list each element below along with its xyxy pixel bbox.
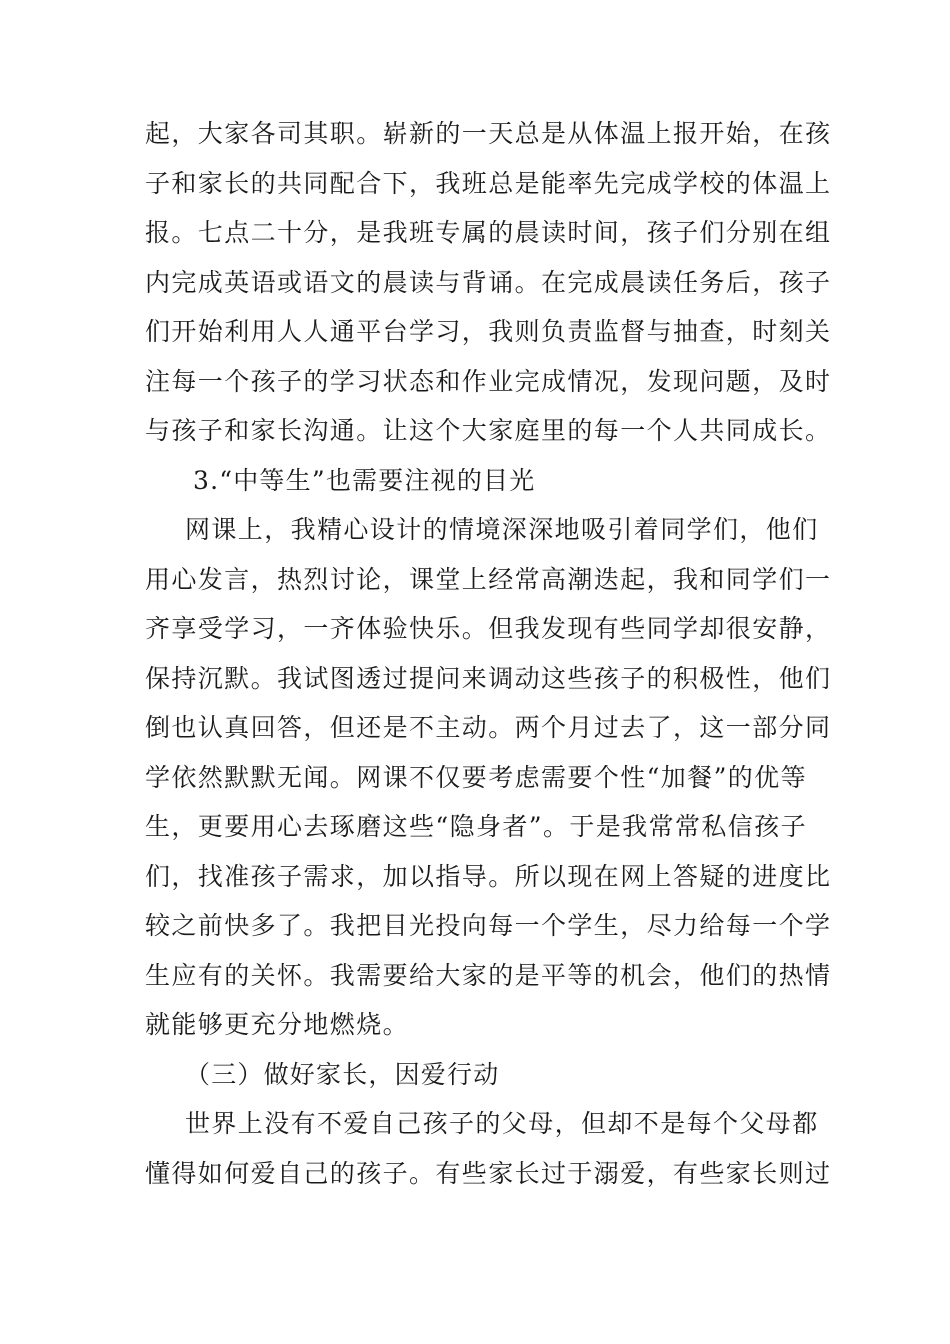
text-line: 们，找准孩子需求，加以指导。所以现在网上答疑的进度比 (145, 862, 832, 891)
text-line: 懂得如何爱自己的孩子。有些家长过于溺爱，有些家长则过 (145, 1159, 832, 1188)
text-line: 与孩子和家长沟通。让这个大家庭里的每一个人共同成长。 (145, 416, 832, 445)
section-heading: 3.“中等生”也需要注视的目光 (193, 466, 536, 495)
text-line: 报。七点二十分，是我班专属的晨读时间，孩子们分别在组 (145, 218, 832, 247)
text-line: 齐享受学习，一齐体验快乐。但我发现有些同学却很安静， (145, 614, 832, 643)
text-line: 子和家长的共同配合下，我班总是能率先完成学校的体温上 (145, 169, 832, 198)
text-line: 们开始利用人人通平台学习，我则负责监督与抽查，时刻关 (145, 317, 832, 346)
text-line: 较之前快多了。我把目光投向每一个学生，尽力给每一个学 (145, 911, 832, 940)
section-heading: （三）做好家长，因爱行动 (185, 1060, 500, 1089)
text-line: 就能够更充分地燃烧。 (145, 1010, 410, 1039)
text-line: 生，更要用心去琢磨这些“隐身者”。于是我常常私信孩子 (145, 812, 807, 841)
text-line: 起，大家各司其职。崭新的一天总是从体温上报开始，在孩 (145, 119, 832, 148)
text-line: 保持沉默。我试图透过提问来调动这些孩子的积极性，他们 (145, 664, 832, 693)
text-line: 倒也认真回答，但还是不主动。两个月过去了，这一部分同 (145, 713, 832, 742)
text-line: 生应有的关怀。我需要给大家的是平等的机会，他们的热情 (145, 961, 832, 990)
text-line: 注每一个孩子的学习状态和作业完成情况，发现问题，及时 (145, 367, 832, 396)
text-line: 内完成英语或语文的晨读与背诵。在完成晨读任务后，孩子 (145, 268, 832, 297)
paragraph-first-line: 网课上，我精心设计的情境深深地吸引着同学们，他们 (185, 515, 819, 544)
paragraph-first-line: 世界上没有不爱自己孩子的父母，但却不是每个父母都 (185, 1109, 819, 1138)
text-line: 学依然默默无闻。网课不仅要考虑需要个性“加餐”的优等 (145, 763, 807, 792)
text-line: 用心发言，热烈讨论，课堂上经常高潮迭起，我和同学们一 (145, 565, 832, 594)
